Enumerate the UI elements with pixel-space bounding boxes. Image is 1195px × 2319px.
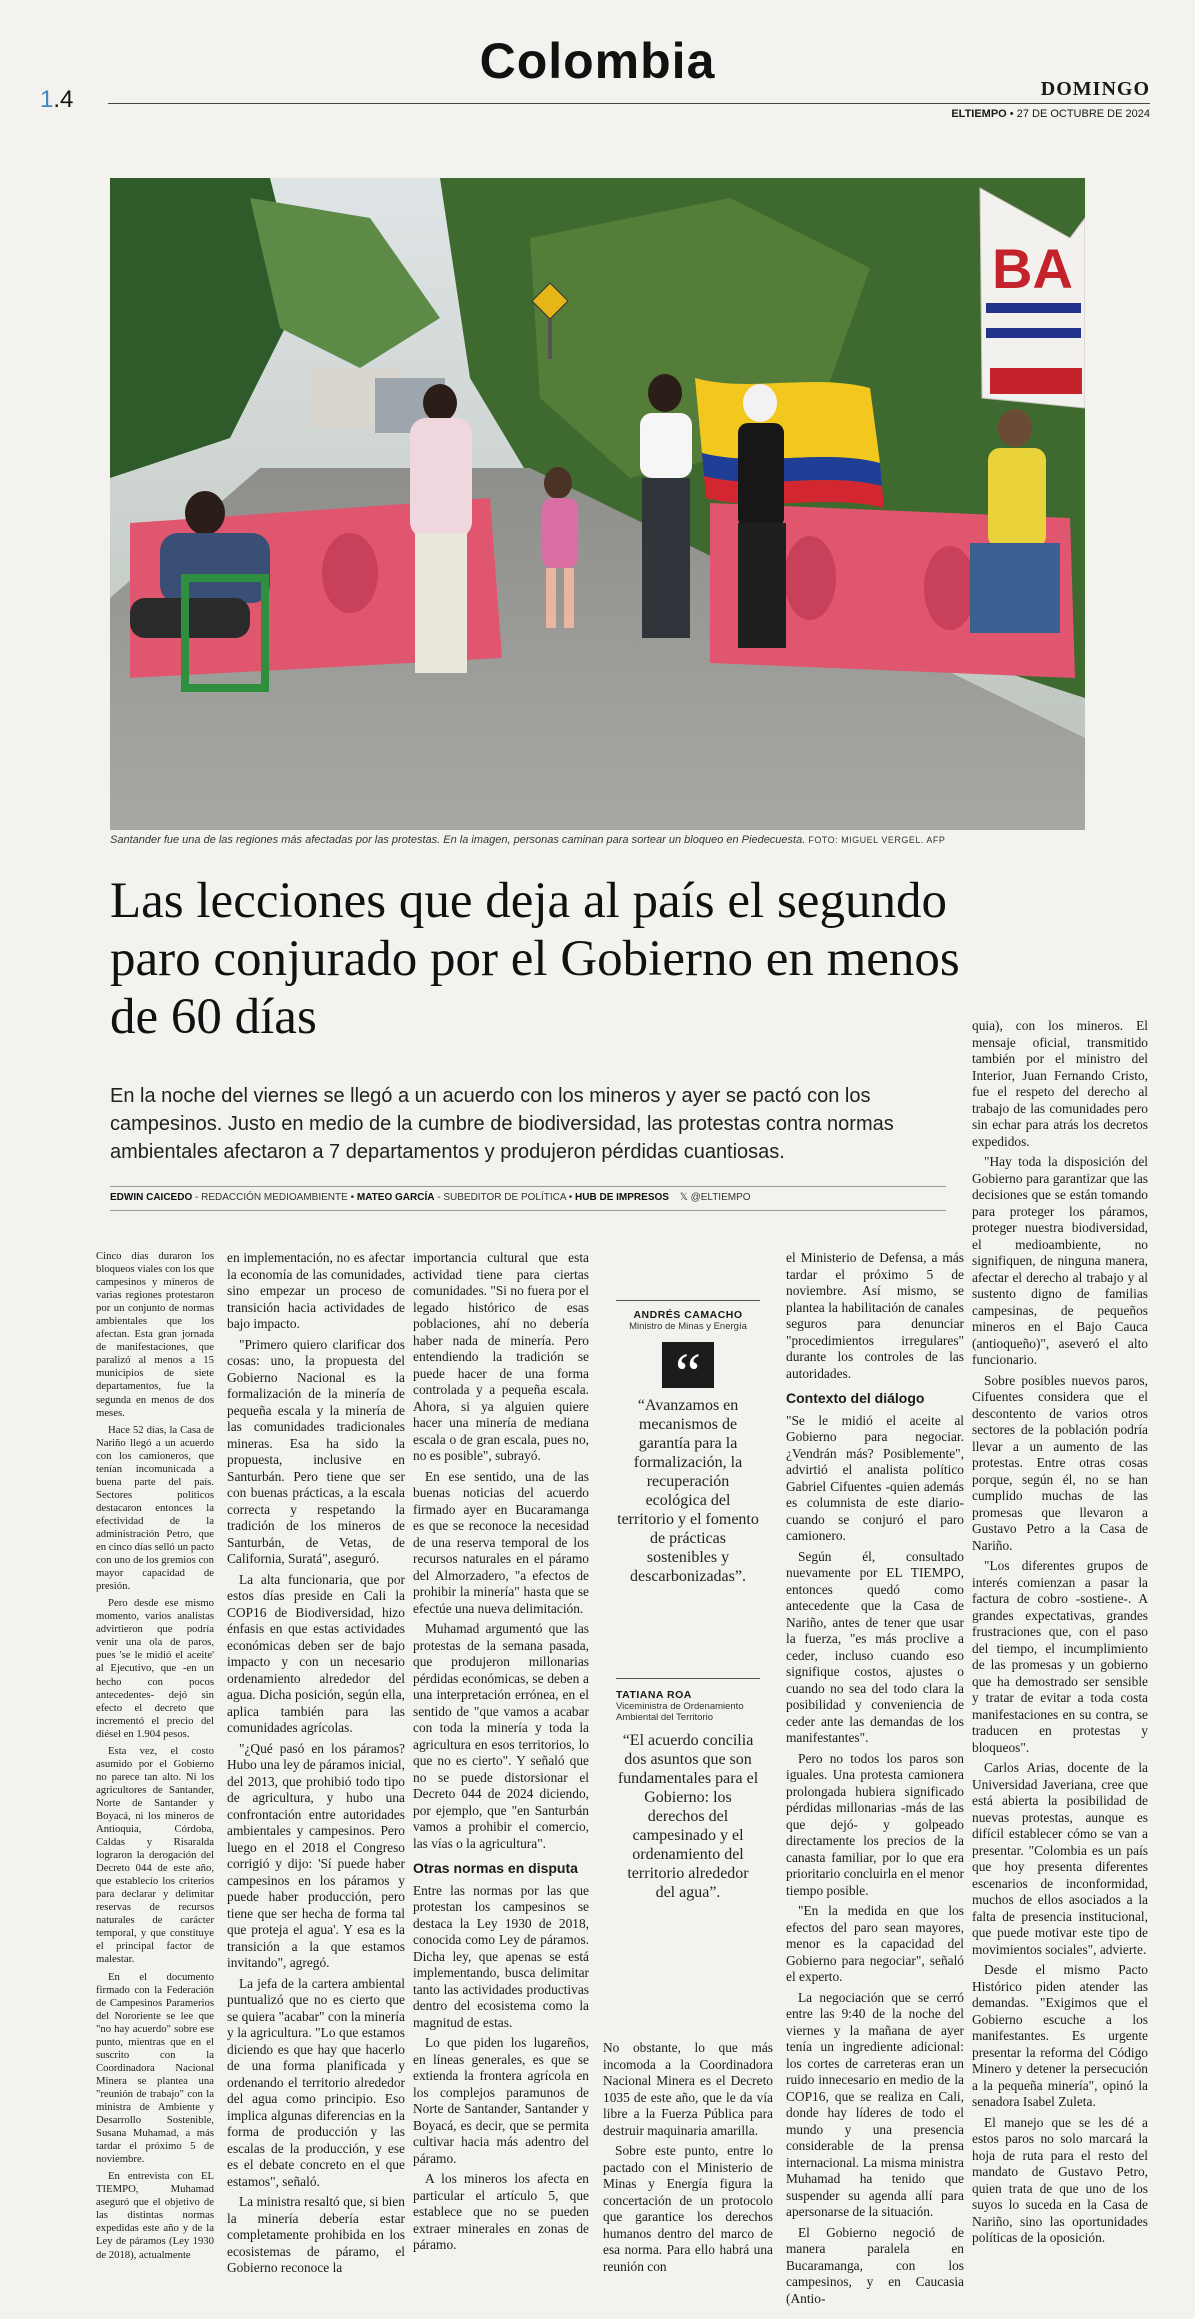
column-5 xyxy=(786,1250,964,2310)
author-1: EDWIN CAICEDO xyxy=(110,1192,193,1203)
x-icon: 𝕏 xyxy=(679,1192,688,1203)
paragraph: Sobre posibles nuevos paros, Cifuentes considera que el descontento de varios otros sectores de la población podría llevar a un aumento de las protestas. Entre otras cosas porque, según él, no se han cumplido muchas de las promesas que llevaron a Gustavo Petro a la Casa de Nariño. xyxy=(972,1372,1148,1553)
column-6 xyxy=(972,1018,1148,2310)
photo-caption xyxy=(110,834,1085,846)
page-number-suffix: .4 xyxy=(53,86,74,113)
paragraph: "¿Qué pasó en los páramos? Hubo una ley de páramos inicial, del 2013, que prohibió todo tipo de agricultura, y hubo una confrontación entre autoridades ambientales y campesinos. Pero luego en el 2018 el Congreso corrigió y dijo: 'Sí puede haber campesinos en los páramos y puede haber producción, pero tiene que ser hecha de forma tal que proteja el agua'. Y esa es la transición a la que estamos invitando", agregó. xyxy=(227,1740,405,1970)
weekday-label: DOMINGO xyxy=(1040,78,1150,100)
paragraph: En ese sentido, una de las buenas noticias del acuerdo firmado ayer en Bucaramanga es que se reconoce la necesidad de una reserva temporal de los recursos naturales en el páramo del Almorzadero, "a efectos de prohibir la minería" hasta que se efectúe una nueva delimitación. xyxy=(413,1468,589,1616)
lead-photo xyxy=(110,178,1085,830)
paragraph: "Los diferentes grupos de interés comienzan a pasar la factura de cobro -sostiene-. A grandes expectativas, grandes frustraciones que, con el paso del tiempo, el incumplimiento de las promesas y un gobierno que ha demostrado ser sensible y tratar de evitar a toda costa manifestaciones en su contra, se traducen en protestas y bloqueos". xyxy=(972,1558,1148,1755)
quote-text: “Avanzamos en mecanismos de garantía para la formalización, la recuperación ecológica del territorio y el fomento de prácticas sostenibles y descarbonizadas”. xyxy=(617,1397,759,1585)
quote-rule xyxy=(616,1300,760,1301)
deck: En la noche del viernes se llegó a un acuerdo con los mineros y ayer se pactó con los campesinos. Justo en medio de la cumbre de biodiversidad, las protestas contra normas ambientales afectaron a 7 departamentos y produjeron pérdidas cuantiosas. xyxy=(110,1085,894,1163)
photo-credit: FOTO: MIGUEL VERGEL. AFP xyxy=(808,835,946,845)
paragraph: Esta vez, el costo asumido por el Gobierno no parece tan alto. Ni los agricultores de Santander, Norte de Santander y Boyacá, ni los mineros de Antioquia, Córdoba, Caldas y Risaralda lograron la derogación del Decreto 044 de este año, que establecío los criterios para declarar y delimitar reservas de recursos naturales de carácter temporal, y que constituye el principal factor de malestar. xyxy=(96,1744,214,1966)
social-handle: @ELTIEMPO xyxy=(690,1192,751,1203)
paragraph: quia), con los mineros. El mensaje oficial, transmitido también por el ministro del Interior, Juan Fernando Cristo, fue el respeto del derecho al trabajo de las comunidades pero sin echar para atrás los decretos expedidos. xyxy=(972,1018,1148,1149)
paragraph: En el documento firmado con la Federación de Campesinos Paramerios del Nororiente se lee que "no hay acuerdo" sobre ese punto, mientras que en el suscrito con la Coordinadora Nacional Minera se plantea una "reunión de trabajo" con la ministra de Ambiente y Desarrollo Sostenible, Susana Muhamad, a más tardar el próximo 5 de noviembre. xyxy=(96,1970,214,2166)
paragraph: La negociación que se cerró entre las 9:40 de la noche del viernes y la mañana de ayer tenía un ingrediente adicional: los cortes de carreteras eran un ruido innecesario en medio de la COP16, que se realiza en Cali, donde hay líderes de todo el mundo y una presencia considerable de la prensa internacional. La misma ministra Muhamad ha tenido que suspender su agenda allí para apersonarse de la situación. xyxy=(786,1989,964,2219)
paragraph: En entrevista con EL TIEMPO, Muhamad aseguró que el objetivo de las distintas normas expedidas este año y de la Ley de páramos (Ley 1930 de 2018), actualmente xyxy=(96,2170,214,2261)
paragraph: el Ministerio de Defensa, a más tardar el próximo 5 de noviembre. Así mismo, se plantea la habilitación de canales seguros para denunciar "procedimientos irregulares" durante los controles de las autoridades. xyxy=(786,1250,964,1381)
subheading: Contexto del diálogo xyxy=(786,1390,925,1406)
paragraph: Pero desde ese mismo momento, varios analistas advirtieron que podría venir una ola de paros, pues 'se le midió el aceite' al Ejecutivo, que -en un hecho con pocos antecedentes- dejó sin efecto el decreto que incrementó el precio del diésel en 1.904 pesos. xyxy=(96,1597,214,1740)
subheading: Otras normas en disputa xyxy=(413,1860,578,1876)
caption-text: Santander fue una de las regiones más afectadas por las protestas. En la imagen, personas caminan para sortear un bloqueo en Piedecuesta. xyxy=(110,834,806,846)
paragraph: Muhamad argumentó que las protestas de la semana pasada, que produjeron millonarias pérdidas económicas, se deben a una interpretación errónea, en el sentido de "que vamos a acabar con toda la minería y toda la agricultura en esos territorios, lo que no es cierto". Y señaló que no se puede distorsionar el Decreto 044 de 2024 diciendo, por ejemplo, que "en Santurbán vamos a prohibir el comercio, las vías o la agricultura". xyxy=(413,1621,589,1851)
quote-rule xyxy=(616,1678,760,1679)
author-2-role: - SUBEDITOR DE POLÍTICA • xyxy=(434,1192,576,1203)
paragraph: "En la medida en que los efectos del paro sean mayores, menor es la capacidad del Gobierno para negociar", señaló el experto. xyxy=(786,1903,964,1984)
paragraph: El manejo que se les dé a estos paros no solo marcará la hoja de ruta para el resto del mandato de Gustavo Petro, quien trata de que uno de los suyos lo suceda en la Casa de Nariño, sino las oportunidades políticas de la oposición. xyxy=(972,2114,1148,2245)
column-4 xyxy=(603,2040,773,2310)
headline: Las lecciones que deja al país el segundo paro conjurado por el Gobierno en menos de 60 días xyxy=(110,873,960,1045)
paragraph: Entre las normas por las que protestan los campesinos se destaca la Ley 1930 de 2018, conocida como Ley de páramos. Dicha ley, que apenas se está implementando, busca delimitar tanto las actividades productivas dentro del ecosistema como la magnitud de estas. xyxy=(413,1882,589,2030)
page-number-prefix: 1 xyxy=(40,86,54,113)
paragraph: Cinco días duraron los bloqueos viales con los que campesinos y mineros de varias regiones protestaron por un conjunto de normas ambientales que los afectan. Esta gran jornada de manifestaciones, que paralizó al menos a 15 municipios de siete departamentos, fue la segunda en menos de dos meses. xyxy=(96,1250,214,1419)
paragraph: Pero no todos los paros son iguales. Una protesta camionera prolongada hubiera significado pérdidas millonarias -más de las que dejó- y golpeado directamente los precios de la canasta familiar, por lo que era prioritario concluirla en el menor tiempo posible. xyxy=(786,1750,964,1898)
page-number xyxy=(40,86,73,114)
paragraph: Hace 52 días, la Casa de Nariño llegó a un acuerdo con los camioneros, que tenían incomunicada a buena parte del país. Sectores políticos destacaron entonces la efectividad de la administración Petro, que en cinco días selló un pacto con uno de los gremios con mayor capacidad de presión. xyxy=(96,1423,214,1593)
column-2 xyxy=(227,1250,405,2310)
quote-name: ANDRÉS CAMACHO xyxy=(633,1309,743,1321)
paragraph: "Se le midió el aceite al Gobierno para negociar. ¿Vendrán más? Posiblemente", advirtió el analista político Gabriel Cifuentes -quien además es columnista de este diario- cuando se conjuró el paro camionero. xyxy=(786,1412,964,1543)
column-3 xyxy=(413,1250,589,2310)
pull-quote-roa xyxy=(616,1678,760,1902)
quote-mark-icon: “ xyxy=(662,1342,714,1388)
paragraph: Desde el mismo Pacto Histórico piden atender las demandas. "Exigimos que el Gobierno escuche a los manifestantes. Es urgente presentar la reforma del Código Minero y detener la persecución a la pequeña minería", opinó la senadora Isabel Zuleta. xyxy=(972,1962,1148,2109)
byline xyxy=(110,1192,946,1203)
paragraph: La jefa de la cartera ambiental puntualizó que no es cierto que se quiera "acabar" con la minería y la agricultura. "Lo que estamos diciendo es que hay que hacerlo de una forma planificada y ordenando el territorio alrededor del agua como principio. Eso implica algunas diferencias en la forma de producción y las escalas de la producción, y ese es el debate concreto en el que estamos", señaló. xyxy=(227,1975,405,2189)
paragraph: Carlos Arias, docente de la Universidad Javeriana, cree que está abierta la posibilidad de nuevas protestas, aunque es difícil establecer cómo se van a presentar. "Colombia es un país que hoy presenta diferentes escenarios de inconformidad, muchos de ellos asociados a la falta de presencia institucional, que puede motivar este tipo de movimientos sociales", advierte. xyxy=(972,1760,1148,1957)
paragraph: La ministra resaltó que, si bien la minería debería estar completamente prohibida en los ecosistemas de páramo, el Gobierno reconoce la xyxy=(227,2194,405,2275)
quote-role: Ministro de Minas y Energía xyxy=(629,1321,747,1332)
column-1 xyxy=(96,1250,214,2310)
dateline xyxy=(951,108,1150,120)
protest-scene-illustration xyxy=(110,178,1085,830)
date-text: • 27 DE OCTUBRE DE 2024 xyxy=(1006,108,1150,120)
paragraph: Sobre este punto, entre lo pactado con el Ministerio de Minas y Energía figura la concertación de un protocolo que garantice los derechos humanos dentro del marco de esa norma. Para ello habrá una reunión con xyxy=(603,2143,773,2274)
section-title: Colombia xyxy=(479,33,716,89)
paragraph: A los mineros los afecta en particular el artículo 5, que establece que no se pueden extraer minerales en zonas de páramo. xyxy=(413,2171,589,2252)
quote-text: “El acuerdo concilia dos asuntos que son fundamentales para el Gobierno: los derechos del campesinado y el ordenamiento del territorio alrededor del agua”. xyxy=(617,1732,759,1901)
byline-rule-top xyxy=(110,1186,946,1187)
paragraph: El Gobierno negoció de manera paralela en Bucaramanga, con los campesinos, y en Caucasia (Antio- xyxy=(786,2224,964,2306)
colombia-flag xyxy=(695,378,884,508)
byline-rule-bottom xyxy=(110,1210,946,1211)
header-rule xyxy=(108,103,1150,104)
paragraph: "Hay toda la disposición del Gobierno para garantizar que las decisiones que se están tomando para proteger los páramos, proteger nuestra biodiversidad, el medioambiente, no signifiquen, de ninguna manera, afectar el derecho al trabajo y al sustento digno de familias campesinas, de pequeños mineros en el Bajo Cauca (antioqueño)", aseveró el alto funcionario. xyxy=(972,1154,1148,1367)
author-3: HUB DE IMPRESOS xyxy=(575,1192,669,1203)
paragraph: Según él, consultado nuevamente por EL TIEMPO, entonces quedó como antecedente que la Casa de Nariño, antes de tener que usar la fuerza, "es más proclive a ceder, incluso cuando eso signifique costos, ajustes o cuando no sea del todo clara la posibilidad y conveniencia de ceder ante las demandas de los manifestantes". xyxy=(786,1548,964,1745)
paragraph: La alta funcionaria, que por estos días preside en Cali la COP16 de Biodiversidad, hizo énfasis en que estas actividades económicas deben ser de bajo impacto y con un necesario ordenamiento alrededor del agua. Dicha posición, según ella, aplica también para las comunidades agrícolas. xyxy=(227,1571,405,1735)
quote-role: Viceministra de Ordenamiento Ambiental del Territorio xyxy=(616,1701,744,1723)
paragraph: Lo que piden los lugareños, en líneas generales, es que se extienda la frontera agrícola en los complejos paramunos de Norte de Santander, Santander y Boyacá, es decir, que se permita cultivar hacia más adentro del páramo. xyxy=(413,2035,589,2166)
pull-quote-camacho xyxy=(616,1300,760,1586)
paragraph: importancia cultural que esta actividad tiene para ciertas comunidades. "Si no fuera por el legado histórico de esas poblaciones, ahí no debería haber nada de minería. Pero entendiendo la tradición se puede hacer de una forma controlada y a pequeña escala. Ahora, si ya alguien quiere hacer una minería de mediana escala o de gran escala, pues no, no es posible", subrayó. xyxy=(413,1250,589,1463)
quote-name: TATIANA ROA xyxy=(616,1689,692,1701)
paragraph: en implementación, no es afectar la economía de las comunidades, sino empezar un proceso de transición hacia actividades de bajo impacto. xyxy=(227,1250,405,1331)
paragraph: No obstante, lo que más incomoda a la Coordinadora Nacional Minera es el Decreto 1035 de este año, que le da vía libre a la Fuerza Pública para destruir maquinaria amarilla. xyxy=(603,2040,773,2138)
author-2: MATEO GARCÍA xyxy=(356,1192,435,1203)
banner-text: BA xyxy=(992,237,1073,300)
paragraph: "Primero quiero clarificar dos cosas: uno, la propuesta del Gobierno Nacional es la formalización de la minería de pequeña escala y la minería de las comunidades tradicionales mineras. Esa ha sido la propuesta, inclusive en Santurbán. Pero tiene que ser con buenas prácticas, a la escala correcta y respetando la tradición de los mineros de Santurbán, de Vetas, de California, Suratá", aseguró. xyxy=(227,1336,405,1566)
newspaper-name: ELTIEMPO xyxy=(951,108,1007,120)
author-1-role: - REDACCIÓN MEDIOAMBIENTE • xyxy=(192,1192,357,1203)
